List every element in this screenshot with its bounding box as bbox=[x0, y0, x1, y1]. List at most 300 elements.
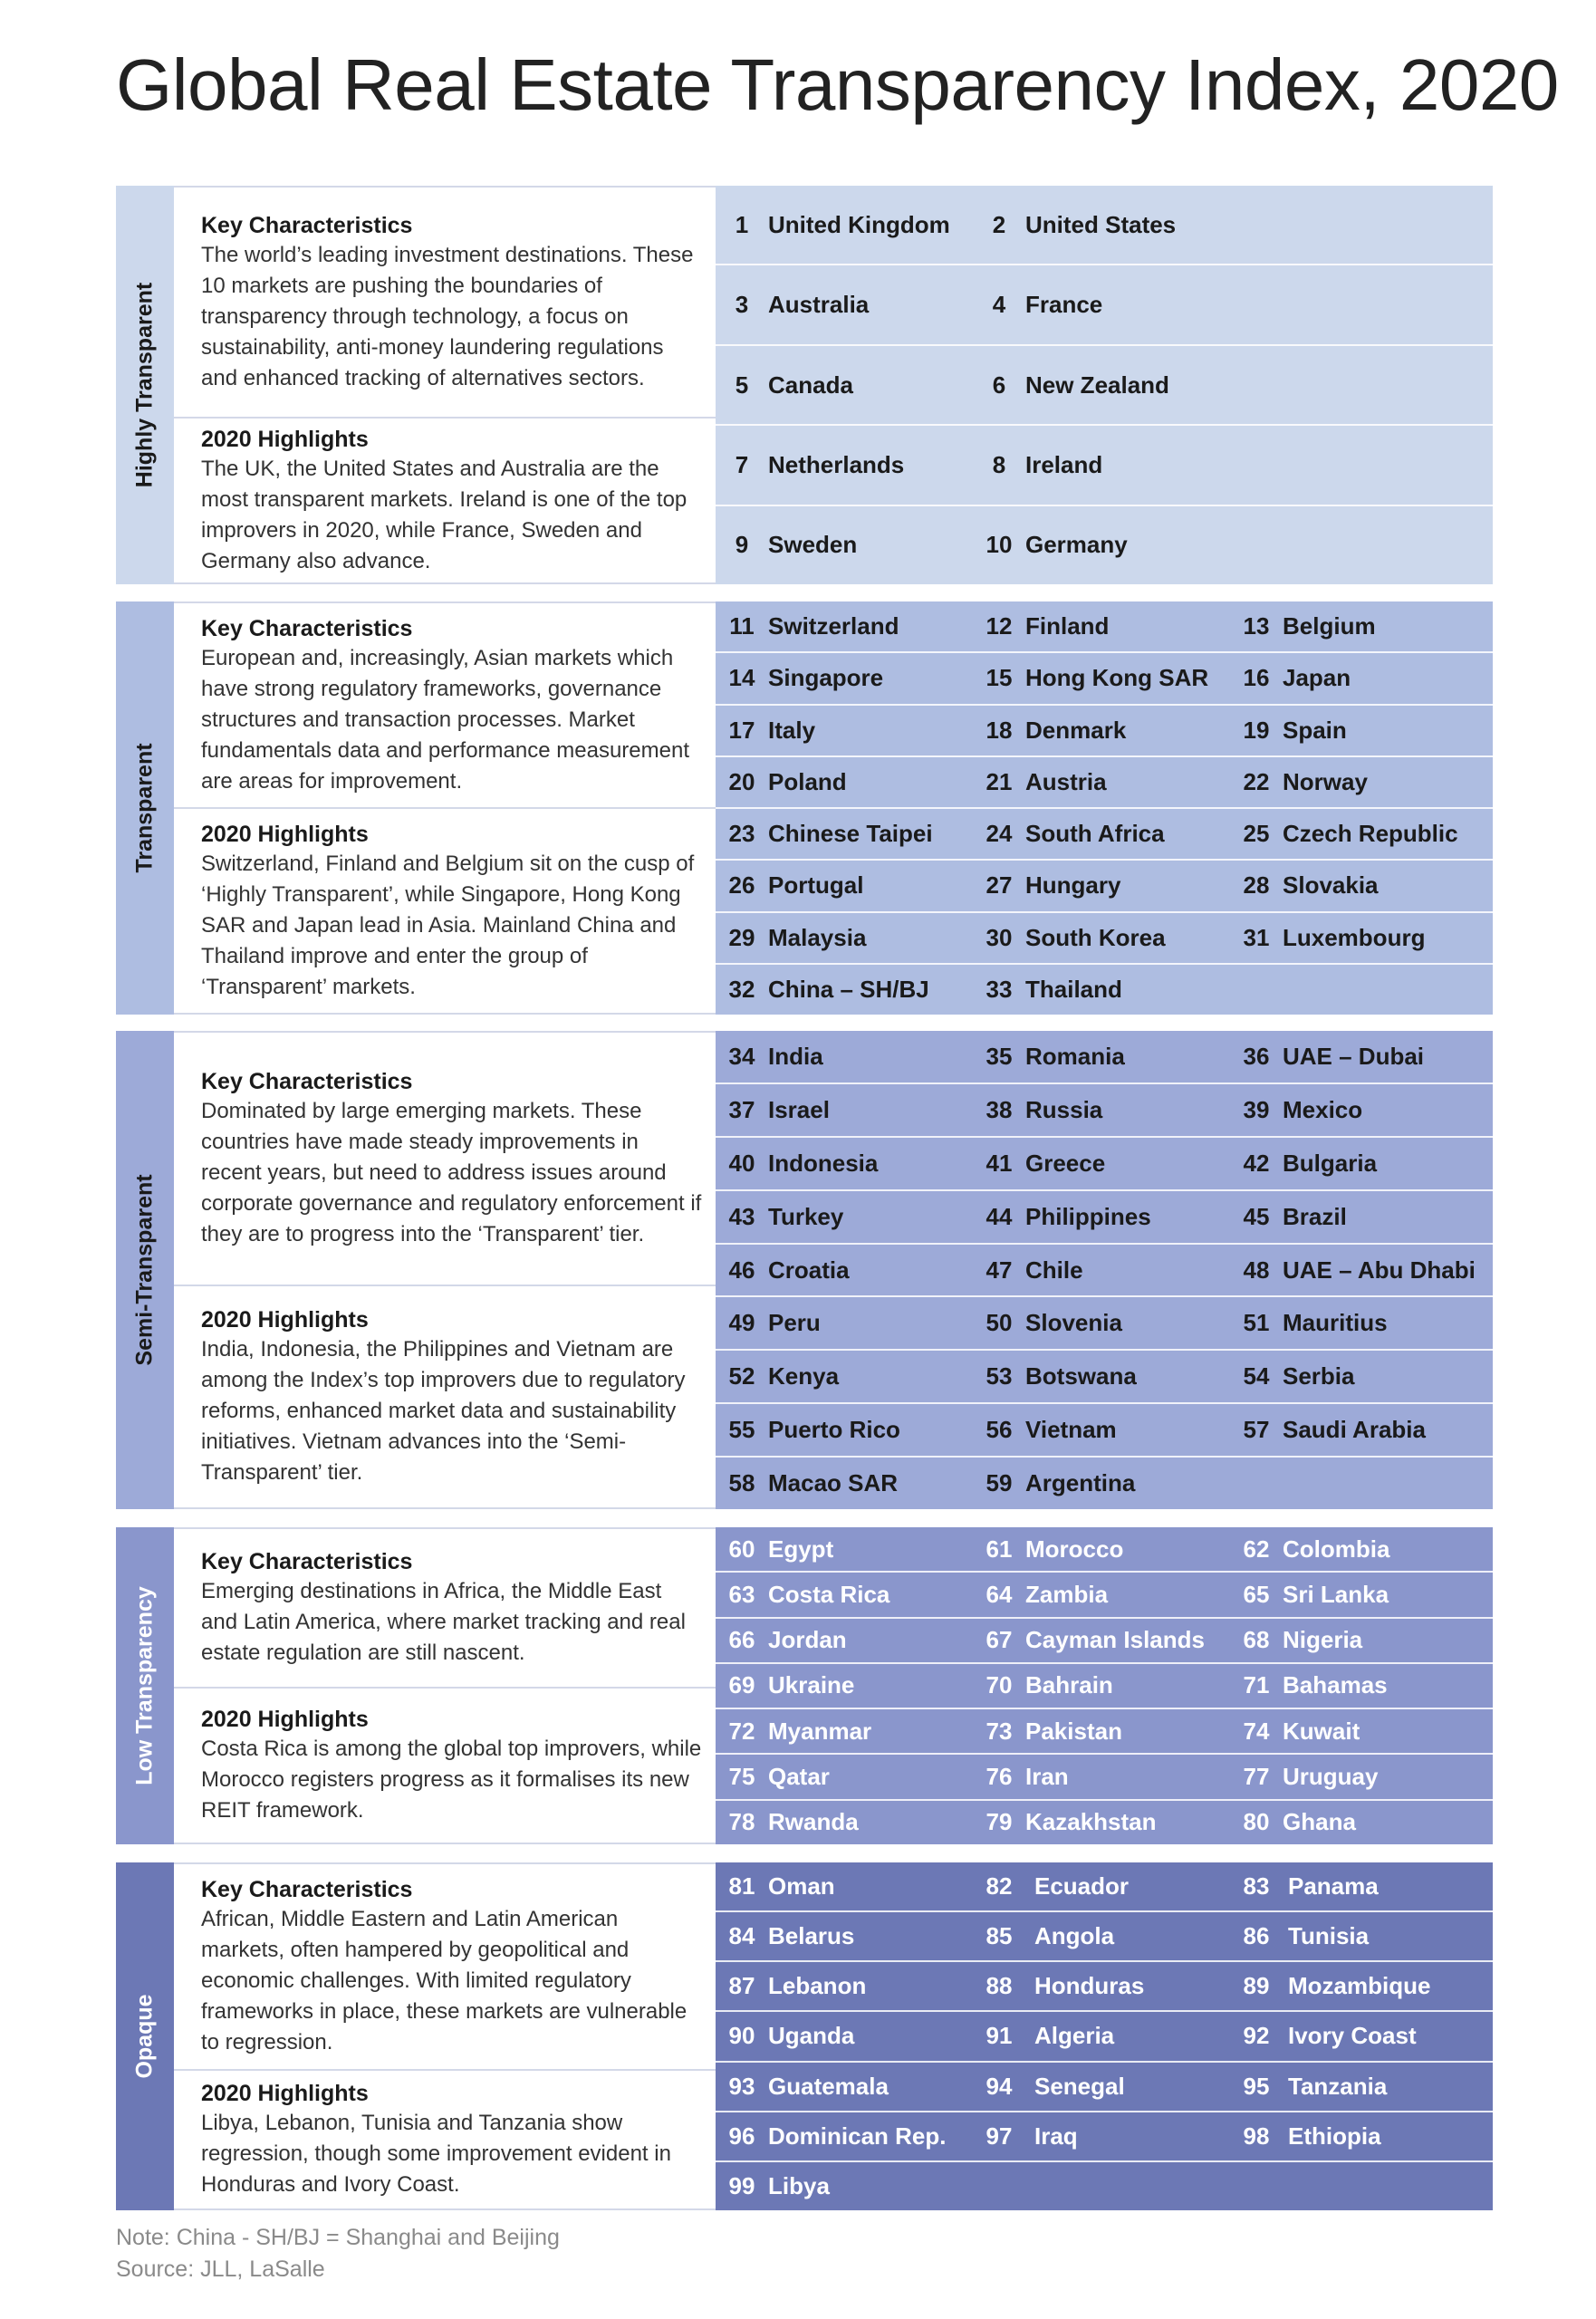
market-name: Cayman Islands bbox=[1025, 1626, 1205, 1654]
market-entry bbox=[973, 1138, 1105, 1189]
market-entry bbox=[973, 1962, 1144, 2010]
ranking-row bbox=[716, 2112, 1493, 2162]
market-entry bbox=[973, 1664, 1113, 1708]
market-entry bbox=[1230, 1031, 1424, 1083]
market-rank: 81 bbox=[728, 1872, 755, 1900]
market-entry bbox=[716, 757, 847, 807]
market-entry bbox=[716, 1573, 889, 1616]
market-rank: 42 bbox=[1243, 1149, 1270, 1177]
market-entry bbox=[973, 1709, 1122, 1753]
market-name: Tanzania bbox=[1288, 2072, 1388, 2100]
market-rank: 98 bbox=[1243, 2122, 1270, 2150]
ranking-row bbox=[716, 601, 1493, 653]
market-rank: 90 bbox=[728, 2022, 755, 2050]
ranking-row bbox=[716, 1801, 1493, 1844]
market-entry bbox=[716, 1862, 835, 1910]
market-name: Honduras bbox=[1034, 1972, 1145, 2000]
market-name: Luxembourg bbox=[1283, 923, 1426, 951]
ranking-row bbox=[716, 1297, 1493, 1351]
market-entry bbox=[1230, 1527, 1389, 1571]
market-name: Slovenia bbox=[1025, 1309, 1122, 1337]
highlights-heading: 2020 Highlights bbox=[201, 821, 369, 847]
tier-highly-transparent bbox=[116, 186, 1493, 584]
market-entry bbox=[716, 1619, 847, 1662]
market-rank: 66 bbox=[728, 1626, 755, 1654]
market-name: Uruguay bbox=[1283, 1763, 1379, 1791]
market-name: Israel bbox=[768, 1095, 830, 1123]
market-name: France bbox=[1025, 291, 1103, 319]
market-rank: 11 bbox=[729, 612, 755, 640]
market-name: Switzerland bbox=[768, 612, 899, 640]
tier-name: Low Transparency bbox=[131, 1586, 158, 1785]
market-rank: 58 bbox=[728, 1469, 755, 1497]
highlights-heading: 2020 Highlights bbox=[201, 1707, 369, 1732]
market-rank: 69 bbox=[728, 1671, 755, 1699]
market-name: Guatemala bbox=[768, 2072, 889, 2100]
market-name: Panama bbox=[1288, 1872, 1379, 1900]
market-rank: 52 bbox=[728, 1362, 755, 1390]
market-entry bbox=[716, 2162, 830, 2210]
ranking-row bbox=[716, 965, 1493, 1015]
market-name: Uganda bbox=[768, 2022, 855, 2050]
ranking-row bbox=[716, 1527, 1493, 1573]
market-name: Indonesia bbox=[768, 1149, 879, 1177]
market-rank: 85 bbox=[985, 1922, 1013, 1950]
market-name: Peru bbox=[768, 1309, 821, 1337]
market-entry bbox=[1230, 809, 1458, 859]
market-name: Iraq bbox=[1034, 2122, 1078, 2150]
market-entry bbox=[1230, 1245, 1476, 1296]
highlights-text: Costa Rica is among the global top improvers, while Morocco registers progress as it formalises its new REIT framework. bbox=[201, 1737, 702, 1823]
market-entry bbox=[973, 601, 1109, 651]
market-rank: 74 bbox=[1243, 1717, 1270, 1745]
market-rank: 51 bbox=[1243, 1309, 1270, 1337]
page-title: Global Real Estate Transparency Index, 2020 bbox=[116, 44, 1559, 125]
market-name: Japan bbox=[1283, 664, 1351, 692]
market-entry bbox=[1230, 1297, 1388, 1349]
market-rank: 59 bbox=[985, 1469, 1013, 1497]
market-entry bbox=[1230, 1351, 1355, 1402]
market-rank: 55 bbox=[728, 1416, 755, 1444]
market-entry bbox=[973, 706, 1126, 755]
market-entry bbox=[716, 965, 929, 1015]
market-name: Portugal bbox=[768, 871, 864, 900]
market-name: Thailand bbox=[1025, 975, 1122, 1003]
market-rank: 9 bbox=[735, 531, 749, 559]
key-characteristics-heading: Key Characteristics bbox=[201, 615, 413, 641]
market-entry bbox=[973, 1031, 1125, 1083]
market-name: New Zealand bbox=[1025, 370, 1169, 399]
market-name: Tunisia bbox=[1288, 1922, 1370, 1950]
market-name: Sweden bbox=[768, 531, 858, 559]
market-entry bbox=[1230, 1755, 1378, 1798]
tier-name: Semi-Transparent bbox=[131, 1174, 158, 1366]
market-rank: 35 bbox=[985, 1042, 1013, 1070]
key-characteristics-text: The world’s leading investment destinations. These 10 markets are pushing the boundaries of transparency through technology, a focus on sustainability, anti-money laundering regulations and enhanced tracking of alternatives sectors. bbox=[201, 242, 694, 390]
ranking-grid bbox=[716, 1862, 1493, 2210]
key-characteristics-block bbox=[174, 603, 716, 809]
market-name: Nigeria bbox=[1283, 1626, 1363, 1654]
ranking-grid bbox=[716, 1527, 1493, 1844]
tier-label-band bbox=[116, 601, 175, 1015]
market-rank: 17 bbox=[728, 716, 755, 744]
market-rank: 82 bbox=[985, 1872, 1013, 1900]
market-rank: 23 bbox=[728, 820, 755, 848]
market-entry bbox=[973, 653, 1208, 703]
market-name: Myanmar bbox=[768, 1717, 872, 1745]
market-entry bbox=[716, 1458, 898, 1509]
key-characteristics-block bbox=[174, 188, 716, 419]
tier-low-transparency bbox=[116, 1527, 1493, 1844]
market-name: Bahrain bbox=[1025, 1671, 1113, 1699]
market-name: Costa Rica bbox=[768, 1580, 890, 1608]
market-entry bbox=[716, 1801, 859, 1844]
market-entry bbox=[1230, 1084, 1362, 1136]
market-rank: 21 bbox=[985, 767, 1013, 795]
market-entry bbox=[973, 913, 1166, 963]
market-entry bbox=[1230, 1573, 1389, 1616]
market-name: Ireland bbox=[1025, 450, 1103, 478]
market-entry bbox=[716, 265, 869, 343]
market-entry bbox=[716, 913, 866, 963]
market-name: Saudi Arabia bbox=[1283, 1416, 1426, 1444]
market-entry bbox=[1230, 1801, 1356, 1844]
market-name: Colombia bbox=[1283, 1535, 1390, 1563]
market-name: South Korea bbox=[1025, 923, 1166, 951]
market-entry bbox=[716, 601, 899, 651]
ranking-row bbox=[716, 1619, 1493, 1664]
market-rank: 95 bbox=[1243, 2072, 1270, 2100]
market-name: Russia bbox=[1025, 1095, 1103, 1123]
market-rank: 99 bbox=[728, 2171, 755, 2199]
market-rank: 26 bbox=[728, 871, 755, 900]
market-name: Pakistan bbox=[1025, 1717, 1122, 1745]
ranking-row bbox=[716, 506, 1493, 584]
market-name: Belarus bbox=[768, 1922, 855, 1950]
market-rank: 73 bbox=[985, 1717, 1013, 1745]
market-entry bbox=[1230, 1912, 1369, 1960]
market-name: Australia bbox=[768, 291, 870, 319]
market-entry bbox=[716, 426, 904, 504]
market-entry bbox=[1230, 2063, 1387, 2111]
market-name: Mozambique bbox=[1288, 1972, 1431, 2000]
market-entry bbox=[716, 186, 950, 264]
highlights-block bbox=[174, 2071, 716, 2208]
market-name: Greece bbox=[1025, 1149, 1106, 1177]
market-entry bbox=[1230, 2112, 1381, 2160]
ranking-row bbox=[716, 1404, 1493, 1458]
market-rank: 8 bbox=[992, 450, 1006, 478]
market-rank: 31 bbox=[1243, 923, 1270, 951]
market-name: Belgium bbox=[1283, 612, 1376, 640]
ranking-row bbox=[716, 861, 1493, 912]
market-entry bbox=[716, 1191, 843, 1243]
market-rank: 93 bbox=[728, 2072, 755, 2100]
market-name: Denmark bbox=[1025, 716, 1127, 744]
market-rank: 97 bbox=[985, 2122, 1013, 2150]
tier-label-band bbox=[116, 1527, 175, 1844]
market-rank: 47 bbox=[985, 1256, 1013, 1284]
highlights-block bbox=[174, 1689, 716, 1843]
market-entry bbox=[973, 2112, 1078, 2160]
market-rank: 64 bbox=[985, 1580, 1013, 1608]
ranking-row bbox=[716, 757, 1493, 809]
market-entry bbox=[716, 1084, 830, 1136]
market-name: Serbia bbox=[1283, 1362, 1355, 1390]
market-name: Kenya bbox=[768, 1362, 840, 1390]
market-name: Ecuador bbox=[1034, 1872, 1130, 1900]
market-rank: 71 bbox=[1243, 1671, 1270, 1699]
market-entry bbox=[973, 506, 1128, 584]
market-entry bbox=[716, 506, 857, 584]
market-entry bbox=[1230, 1709, 1360, 1753]
market-entry bbox=[716, 809, 933, 859]
market-name: Sri Lanka bbox=[1283, 1580, 1389, 1608]
market-entry bbox=[973, 1862, 1129, 1910]
market-rank: 70 bbox=[985, 1671, 1013, 1699]
market-rank: 32 bbox=[728, 975, 755, 1003]
market-rank: 79 bbox=[985, 1808, 1013, 1836]
market-rank: 19 bbox=[1243, 716, 1270, 744]
key-characteristics-heading: Key Characteristics bbox=[201, 1069, 413, 1094]
market-rank: 75 bbox=[728, 1763, 755, 1791]
market-name: Hong Kong SAR bbox=[1025, 664, 1209, 692]
market-rank: 96 bbox=[728, 2122, 755, 2150]
market-name: Slovakia bbox=[1283, 871, 1379, 900]
market-rank: 7 bbox=[735, 450, 749, 478]
ranking-row bbox=[716, 1138, 1493, 1191]
ranking-row bbox=[716, 1191, 1493, 1245]
market-name: Rwanda bbox=[768, 1808, 859, 1836]
market-entry bbox=[1230, 861, 1379, 910]
market-rank: 22 bbox=[1243, 767, 1270, 795]
market-name: Vietnam bbox=[1025, 1416, 1117, 1444]
market-entry bbox=[716, 2112, 946, 2160]
market-rank: 88 bbox=[985, 1972, 1013, 2000]
market-rank: 94 bbox=[985, 2072, 1013, 2100]
market-rank: 24 bbox=[985, 820, 1013, 848]
key-characteristics-block bbox=[174, 1864, 716, 2071]
ranking-row bbox=[716, 1709, 1493, 1755]
ranking-row bbox=[716, 2012, 1493, 2062]
key-characteristics-text: African, Middle Eastern and Latin American markets, often hampered by geopolitical and economic challenges. With limited regulatory frameworks in place, these markets are vulnerable to regression. bbox=[201, 1907, 687, 2054]
market-entry bbox=[973, 1191, 1151, 1243]
tier-name: Transparent bbox=[131, 743, 158, 873]
market-rank: 41 bbox=[985, 1149, 1013, 1177]
market-name: Argentina bbox=[1025, 1469, 1136, 1497]
ranking-row bbox=[716, 1755, 1493, 1800]
market-entry bbox=[973, 1619, 1205, 1662]
market-rank: 89 bbox=[1243, 1972, 1270, 2000]
market-entry bbox=[716, 1138, 878, 1189]
ranking-row bbox=[716, 913, 1493, 965]
market-entry bbox=[716, 1404, 900, 1456]
market-entry bbox=[973, 2012, 1114, 2060]
market-rank: 16 bbox=[1243, 664, 1270, 692]
market-entry bbox=[1230, 2012, 1417, 2060]
market-entry bbox=[716, 653, 883, 703]
ranking-row bbox=[716, 2162, 1493, 2210]
highlights-text: The UK, the United States and Australia are the most transparent markets. Ireland is one of the top improvers in 2020, while France, Sweden and Germany also advance. bbox=[201, 456, 687, 573]
footer-source: Source: JLL, LaSalle bbox=[116, 2256, 325, 2282]
market-name: United States bbox=[1025, 210, 1177, 238]
key-characteristics-text: Emerging destinations in Africa, the Middle East and Latin America, where market tracking and real estate regulation are still nascent. bbox=[201, 1579, 686, 1665]
market-rank: 6 bbox=[992, 370, 1006, 399]
market-entry bbox=[973, 426, 1102, 504]
market-rank: 68 bbox=[1243, 1626, 1270, 1654]
market-name: Chinese Taipei bbox=[768, 820, 933, 848]
tier-description bbox=[174, 1031, 716, 1509]
market-name: Ghana bbox=[1283, 1808, 1356, 1836]
market-entry bbox=[973, 1084, 1102, 1136]
market-name: Italy bbox=[768, 716, 816, 744]
market-entry bbox=[973, 1527, 1123, 1571]
market-rank: 5 bbox=[735, 370, 749, 399]
market-entry bbox=[716, 1664, 854, 1708]
ranking-grid bbox=[716, 1031, 1493, 1509]
market-entry bbox=[716, 1912, 854, 1960]
market-name: Malaysia bbox=[768, 923, 867, 951]
market-entry bbox=[973, 186, 1176, 264]
market-rank: 48 bbox=[1243, 1256, 1270, 1284]
ranking-row bbox=[716, 265, 1493, 345]
market-rank: 53 bbox=[985, 1362, 1013, 1390]
market-rank: 33 bbox=[985, 975, 1013, 1003]
market-entry bbox=[1230, 1962, 1430, 2010]
market-entry bbox=[716, 1962, 866, 2010]
market-rank: 86 bbox=[1243, 1922, 1270, 1950]
market-name: Angola bbox=[1034, 1922, 1115, 1950]
highlights-text: Switzerland, Finland and Belgium sit on the cusp of ‘Highly Transparent’, while Singapore, Hong Kong SAR and Japan lead in Asia. Mainland China and Thailand improve and enter the group of ‘Transparent’ markets. bbox=[201, 851, 695, 999]
market-name: Ukraine bbox=[768, 1671, 855, 1699]
market-entry bbox=[973, 1245, 1083, 1296]
market-name: Canada bbox=[768, 370, 853, 399]
market-rank: 12 bbox=[985, 612, 1013, 640]
market-rank: 50 bbox=[985, 1309, 1013, 1337]
key-characteristics-heading: Key Characteristics bbox=[201, 1549, 413, 1574]
market-entry bbox=[973, 265, 1102, 343]
key-characteristics-heading: Key Characteristics bbox=[201, 1877, 413, 1902]
market-name: India bbox=[768, 1042, 823, 1070]
tier-description bbox=[174, 186, 716, 584]
ranking-row bbox=[716, 1031, 1493, 1084]
market-name: Senegal bbox=[1034, 2072, 1125, 2100]
market-entry bbox=[716, 2012, 854, 2060]
market-rank: 76 bbox=[985, 1763, 1013, 1791]
highlights-text: India, Indonesia, the Philippines and Vietnam are among the Index’s top improvers due to regulatory reforms, enhanced market data and sustainability initiatives. Vietnam advances into the ‘Semi-Transparent’ tier. bbox=[201, 1337, 686, 1485]
market-name: Finland bbox=[1025, 612, 1110, 640]
market-rank: 4 bbox=[992, 291, 1006, 319]
market-name: Brazil bbox=[1283, 1202, 1347, 1230]
tier-label-band bbox=[116, 1031, 175, 1509]
market-name: Libya bbox=[768, 2171, 830, 2199]
market-rank: 61 bbox=[985, 1535, 1013, 1563]
footer-note: Note: China - SH/BJ = Shanghai and Beijing bbox=[116, 2225, 560, 2250]
market-name: Netherlands bbox=[768, 450, 905, 478]
market-rank: 13 bbox=[1243, 612, 1270, 640]
market-entry bbox=[1230, 706, 1347, 755]
market-name: Zambia bbox=[1025, 1580, 1109, 1608]
key-characteristics-block bbox=[174, 1033, 716, 1286]
market-rank: 10 bbox=[985, 531, 1013, 559]
market-entry bbox=[973, 1912, 1114, 1960]
market-rank: 91 bbox=[985, 2022, 1013, 2050]
market-rank: 3 bbox=[735, 291, 749, 319]
market-name: Kuwait bbox=[1283, 1717, 1360, 1745]
market-rank: 46 bbox=[728, 1256, 755, 1284]
tier-description bbox=[174, 1527, 716, 1844]
market-entry bbox=[973, 809, 1165, 859]
market-entry bbox=[716, 706, 815, 755]
market-rank: 80 bbox=[1243, 1808, 1270, 1836]
ranking-row bbox=[716, 1912, 1493, 1962]
market-entry bbox=[973, 346, 1169, 424]
market-rank: 56 bbox=[985, 1416, 1013, 1444]
market-entry bbox=[716, 1031, 823, 1083]
highlights-heading: 2020 Highlights bbox=[201, 2081, 369, 2106]
market-entry bbox=[1230, 601, 1376, 651]
ranking-row bbox=[716, 1245, 1493, 1298]
market-entry bbox=[716, 861, 863, 910]
ranking-row bbox=[716, 1962, 1493, 2012]
market-name: Iran bbox=[1025, 1763, 1069, 1791]
market-name: Botswana bbox=[1025, 1362, 1137, 1390]
market-rank: 29 bbox=[728, 923, 755, 951]
key-characteristics-heading: Key Characteristics bbox=[201, 212, 413, 238]
ranking-row bbox=[716, 1862, 1493, 1912]
key-characteristics-block bbox=[174, 1529, 716, 1689]
highlights-block bbox=[174, 419, 716, 582]
ranking-row bbox=[716, 186, 1493, 265]
market-name: Hungary bbox=[1025, 871, 1121, 900]
tier-transparent bbox=[116, 601, 1493, 1015]
market-name: Egypt bbox=[768, 1535, 834, 1563]
ranking-row bbox=[716, 1351, 1493, 1404]
market-name: Chile bbox=[1025, 1256, 1083, 1284]
market-rank: 18 bbox=[985, 716, 1013, 744]
tier-label-band bbox=[116, 1862, 175, 2210]
market-entry bbox=[973, 757, 1107, 807]
ranking-row bbox=[716, 1573, 1493, 1618]
market-rank: 78 bbox=[728, 1808, 755, 1836]
market-name: Morocco bbox=[1025, 1535, 1124, 1563]
market-name: Oman bbox=[768, 1872, 835, 1900]
market-entry bbox=[973, 861, 1120, 910]
market-rank: 60 bbox=[728, 1535, 755, 1563]
market-entry bbox=[973, 1458, 1135, 1509]
ranking-row bbox=[716, 653, 1493, 705]
market-rank: 77 bbox=[1243, 1763, 1270, 1791]
market-rank: 67 bbox=[985, 1626, 1013, 1654]
market-name: Norway bbox=[1283, 767, 1368, 795]
ranking-row bbox=[716, 2063, 1493, 2112]
market-rank: 39 bbox=[1243, 1095, 1270, 1123]
market-rank: 34 bbox=[728, 1042, 755, 1070]
market-rank: 20 bbox=[728, 767, 755, 795]
highlights-block bbox=[174, 1286, 716, 1507]
ranking-row bbox=[716, 809, 1493, 861]
market-name: Mexico bbox=[1283, 1095, 1363, 1123]
ranking-row bbox=[716, 1664, 1493, 1709]
market-entry bbox=[1230, 913, 1425, 963]
market-name: Jordan bbox=[768, 1626, 847, 1654]
market-entry bbox=[716, 346, 853, 424]
ranking-grid bbox=[716, 601, 1493, 1015]
market-name: Singapore bbox=[768, 664, 884, 692]
market-name: Germany bbox=[1025, 531, 1128, 559]
tier-opaque bbox=[116, 1862, 1493, 2210]
market-entry bbox=[973, 1404, 1117, 1456]
